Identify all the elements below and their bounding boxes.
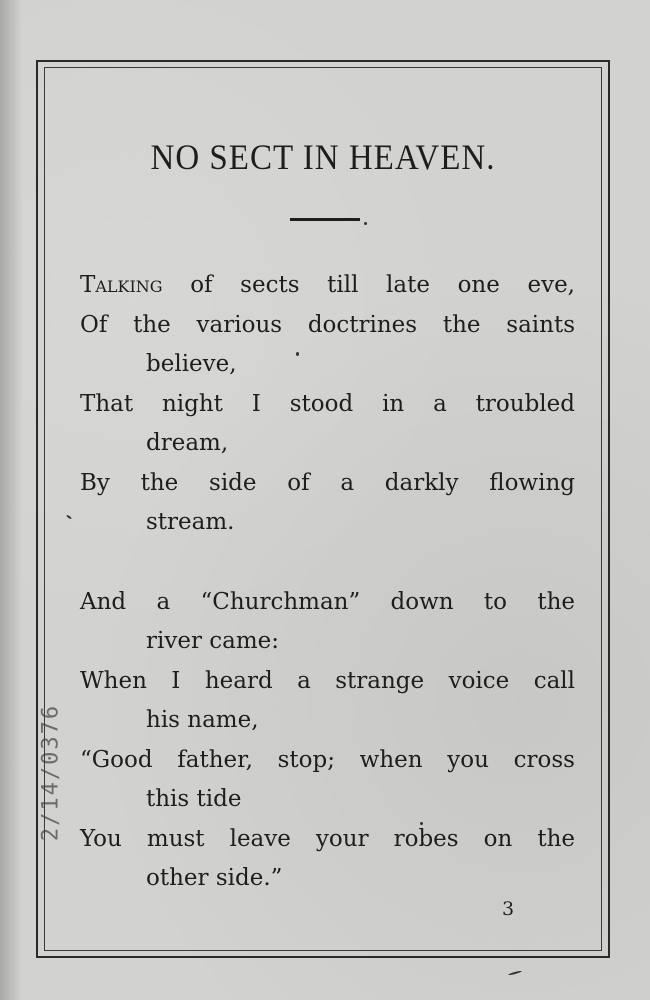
stanza-gap (80, 543, 575, 583)
page-number: 3 (502, 898, 515, 920)
ink-speck (508, 970, 522, 976)
poem-line: his name, (146, 707, 259, 733)
poem-line: dream, (146, 430, 229, 456)
stanza-2 (80, 583, 575, 899)
poem-line: other side.” (146, 865, 283, 891)
poem-line: Of the various doctrines the saints (80, 311, 575, 338)
poem-line (80, 266, 575, 306)
binding-edge (0, 0, 22, 1000)
poem-line: That night I stood in a troubled (80, 390, 575, 417)
ink-speck (296, 352, 299, 356)
poem-line: “Good father, stop; when you cross (80, 746, 575, 773)
first-line-rest: of sects till late one eve, (162, 272, 575, 298)
stanza-1 (80, 266, 575, 543)
poem-line: stream. (146, 509, 235, 535)
poem-line: You must leave your robes on the (80, 825, 575, 852)
poem-line: By the side of a darkly flowing (80, 469, 575, 496)
library-stamp: 2/14/0376 (38, 703, 64, 842)
poem-line: When I heard a strange voice call (80, 667, 575, 694)
poem-body (80, 266, 575, 899)
poem-line: this tide (146, 786, 242, 812)
poem-line: believe, (146, 351, 237, 377)
ink-speck (420, 822, 423, 825)
ink-speck (364, 222, 367, 225)
title-rule (290, 218, 360, 221)
poem-line: And a “Churchman” down to the (80, 588, 575, 615)
poem-title: NO SECT IN HEAVEN. (150, 138, 496, 178)
poem-line: river came: (146, 628, 280, 654)
drop-word: Talking (80, 272, 163, 298)
